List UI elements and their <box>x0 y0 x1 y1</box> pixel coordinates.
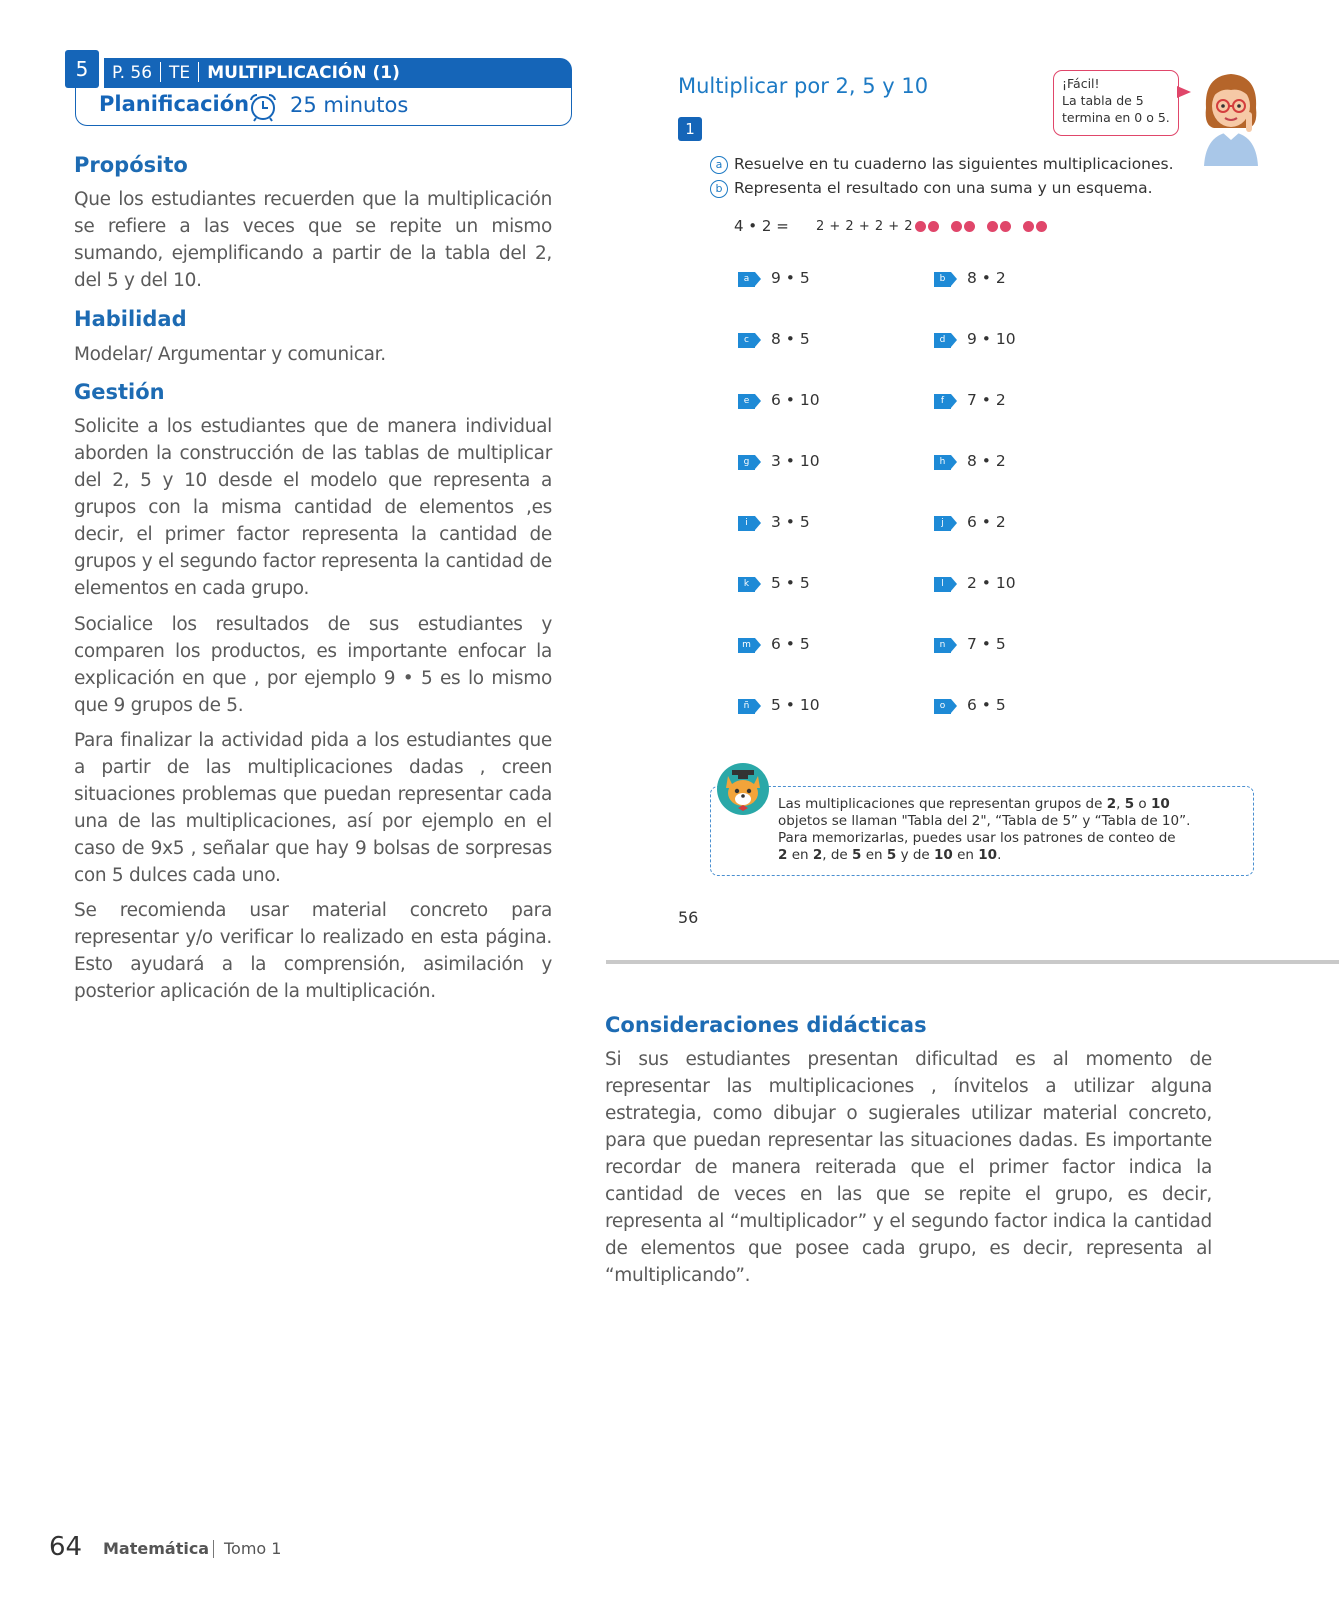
exercise-expression: 8 • 2 <box>967 269 1006 287</box>
gestion-heading: Gestión <box>74 380 165 404</box>
exercise-letter: e <box>738 394 755 409</box>
footer-page-number: 64 <box>49 1532 83 1562</box>
dot <box>1000 221 1011 232</box>
exercise-expression: 6 • 5 <box>967 696 1006 714</box>
footer-volume: Tomo 1 <box>224 1539 282 1558</box>
dot <box>1023 221 1034 232</box>
instruction-b <box>710 179 1153 198</box>
planning-duration: 25 minutos <box>290 93 409 117</box>
speech-bubble <box>1053 70 1179 136</box>
gestion-paragraph-3: Para finalizar la actividad pida a los estudiantes que a partir de las multiplicaciones dadas , creen situaciones problemas que puedan representar cada una de las multiplicaciones, así por ejemplo en el caso de 9x5 , señalar que hay 9 bolsas de sorpresas con 5 dulces cada uno. <box>74 730 552 886</box>
exercise-item <box>738 513 810 531</box>
consideraciones-text: Si sus estudiantes presentan dificultad es al momento de representar las multiplicaciones , ínvitelos a utilizar alguna estrategia, como dibujar o sugierales utilizar material concreto, para que puedan representar las situaciones dadas. Es importante recordar de manera reiterada que el primer factor indica la cantidad de veces en las que se repite el grupo, es decir, representa al “multiplicador” y el segundo factor indica la cantidad de elementos que posee cada grupo, es decir, representa al “multiplicando”. <box>605 1049 1212 1286</box>
instruction-b-text: Representa el resultado con una suma y un esquema. <box>734 179 1153 197</box>
gestion-paragraph-1: Solicite a los estudiantes que de manera individual aborden la construcción de las tablas de multiplicar del 2, 5 y 10 desde el modelo que representa a grupos con la misma cantidad de elementos ,es decir, el primer factor representa la cantidad de grupos y el segundo factor representa la cantidad de elementos en cada grupo. <box>74 416 552 599</box>
instruction-a-text: Resuelve en tu cuaderno las siguientes multiplicaciones. <box>734 155 1174 173</box>
exercise-item <box>738 574 810 592</box>
exercise-item <box>934 513 1006 531</box>
exercise-expression: 5 • 10 <box>771 696 820 714</box>
exercise-item <box>934 574 1016 592</box>
lesson-topic: MULTIPLICACIÓN (1) <box>207 63 400 83</box>
exercise-expression: 6 • 5 <box>771 635 810 653</box>
exercise-item <box>738 635 810 653</box>
tip-line: 2 en 2, de 5 en 5 y de 10 en 10. <box>778 847 1002 863</box>
footer-subject: Matemática <box>103 1539 210 1558</box>
exercise-item <box>738 452 820 470</box>
exercise-expression: 5 • 5 <box>771 574 810 592</box>
lesson-number-badge: 5 <box>65 50 99 88</box>
exercise-expression: 7 • 2 <box>967 391 1006 409</box>
exercise-item <box>738 330 810 348</box>
exercise-expression: 7 • 5 <box>967 635 1006 653</box>
exercise-item <box>934 696 1006 714</box>
consideraciones-heading: Consideraciones didácticas <box>605 1013 927 1037</box>
exercise-letter: d <box>934 333 951 348</box>
exercise-expression: 9 • 10 <box>967 330 1016 348</box>
example-expression: 4 • 2 = <box>734 217 789 235</box>
student-page-title: Multiplicar por 2, 5 y 10 <box>678 74 929 98</box>
dot <box>964 221 975 232</box>
page-reference: P. 56 <box>112 63 153 83</box>
exercise-item <box>934 330 1016 348</box>
gestion-paragraph-2: Socialice los resultados de sus estudiantes y comparen los productos, es importante enfocar la explicación en que , por ejemplo 9 • 5 es lo mismo que 9 grupos de 5. <box>74 614 552 716</box>
student-page-number: 56 <box>678 908 699 927</box>
proposito-text: Que los estudiantes recuerden que la multiplicación se refiere a las veces que se repite un mismo sumando, ejemplificando a partir de la tabla del 2, del 5 y del 10. <box>74 189 552 291</box>
instruction-a-letter: a <box>710 156 728 174</box>
exercise-letter: c <box>738 333 755 348</box>
dot <box>951 221 962 232</box>
instruction-b-letter: b <box>710 180 728 198</box>
planning-title: Planificación <box>99 92 250 116</box>
exercise-letter: ñ <box>738 699 755 714</box>
proposito-heading: Propósito <box>74 153 188 177</box>
exercise-letter: n <box>934 638 951 653</box>
bubble-line: ¡Fácil! <box>1062 76 1100 91</box>
bubble-line: La tabla de 5 <box>1062 93 1144 108</box>
girl-character-icon <box>1196 68 1266 166</box>
speech-bubble-tail <box>1177 86 1191 98</box>
exercise-item <box>738 696 820 714</box>
exercise-letter: j <box>934 516 951 531</box>
lesson-header-bar <box>104 58 572 88</box>
exercise-expression: 2 • 10 <box>967 574 1016 592</box>
bubble-line: termina en 0 o 5. <box>1062 110 1170 125</box>
exercise-expression: 3 • 5 <box>771 513 810 531</box>
instruction-a <box>710 155 1174 174</box>
exercise-expression: 8 • 2 <box>967 452 1006 470</box>
tip-line: objetos se llaman "Tabla del 2", “Tabla de 5” y “Tabla de 10”. <box>778 813 1191 829</box>
exercise-letter: k <box>738 577 755 592</box>
exercise-letter: m <box>738 638 755 653</box>
exercise-item <box>934 391 1006 409</box>
exercise-expression: 6 • 2 <box>967 513 1006 531</box>
exercise-letter: l <box>934 577 951 592</box>
exercise-letter: h <box>934 455 951 470</box>
exercise-letter: b <box>934 272 951 287</box>
dot <box>928 221 939 232</box>
fox-character-icon <box>716 762 770 816</box>
tip-line: Para memorizarlas, puedes usar los patrones de conteo de <box>778 830 1176 846</box>
exercise-letter: a <box>738 272 755 287</box>
exercise-letter: f <box>934 394 951 409</box>
footer-divider <box>213 1540 214 1558</box>
exercise-letter: i <box>738 516 755 531</box>
dot <box>915 221 926 232</box>
dot <box>987 221 998 232</box>
tip-text <box>778 796 1248 864</box>
exercise-item <box>934 635 1006 653</box>
exercise-letter: o <box>934 699 951 714</box>
activity-number-badge: 1 <box>678 117 702 141</box>
exercise-item <box>934 452 1006 470</box>
exercise-expression: 9 • 5 <box>771 269 810 287</box>
example-sum: 2 + 2 + 2 + 2 <box>816 219 914 234</box>
habilidad-heading: Habilidad <box>74 307 187 331</box>
exercise-expression: 6 • 10 <box>771 391 820 409</box>
exercise-letter: g <box>738 455 755 470</box>
dot <box>1036 221 1047 232</box>
te-label: TE <box>169 63 191 83</box>
habilidad-text: Modelar/ Argumentar y comunicar. <box>74 344 386 365</box>
exercise-expression: 3 • 10 <box>771 452 820 470</box>
alarm-clock-icon <box>247 92 279 122</box>
exercise-expression: 8 • 5 <box>771 330 810 348</box>
tip-line: Las multiplicaciones que representan grupos de 2, 5 o 10 <box>778 796 1170 812</box>
gestion-paragraph-4: Se recomienda usar material concreto para representar y/o verificar lo realizado en esta página. Esto ayudará a la comprensión, asimilación y posterior aplicación de la multiplicación. <box>74 900 552 1002</box>
exercise-item <box>934 269 1006 287</box>
exercise-item <box>738 391 820 409</box>
exercise-item <box>738 269 810 287</box>
